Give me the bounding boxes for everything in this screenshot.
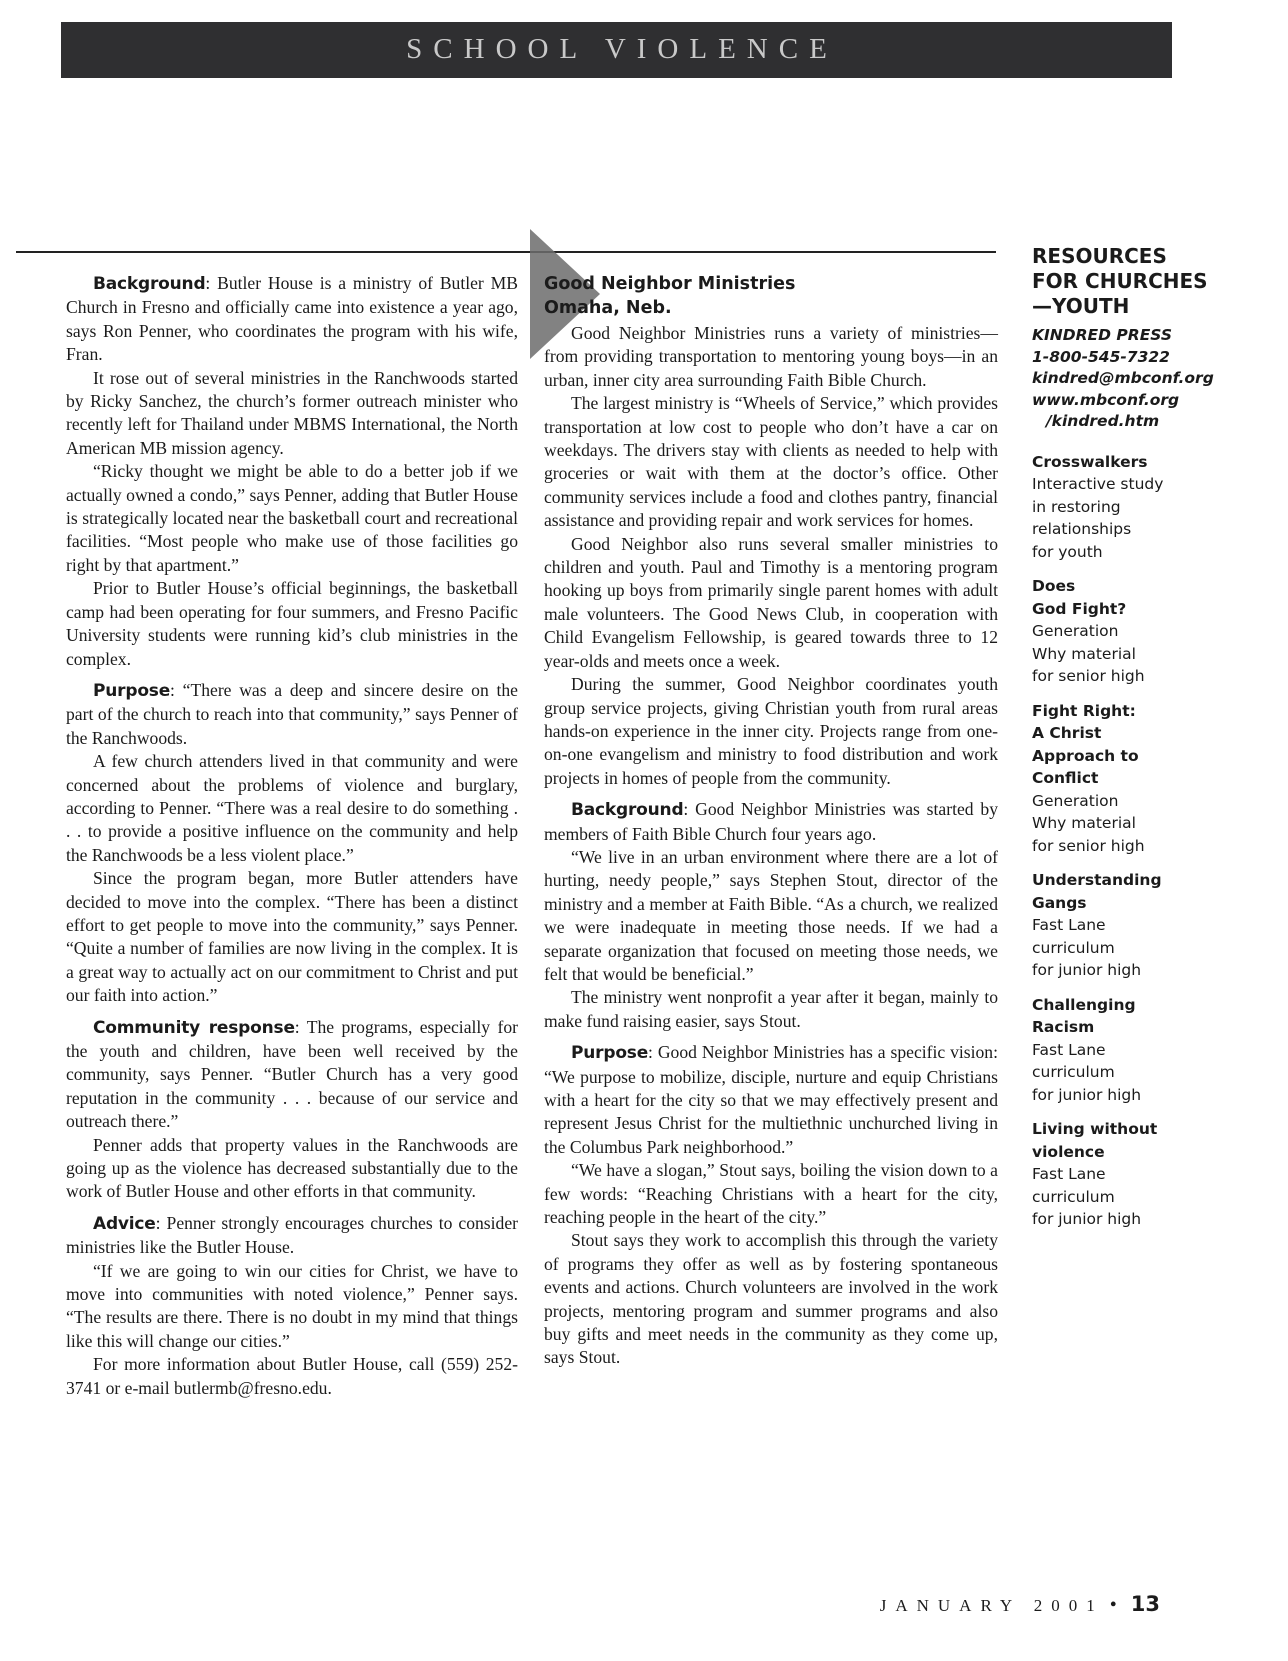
- paragraph: Purpose: Good Neighbor Ministries has a specific vision: “We purpose to mobilize, disciple, nurture and equip Christians with a heart for the city so that we may effectively present and represent Jesus Christ for the multiethnic unchurched living in the Columbus Park neighborhood.”: [544, 1042, 998, 1157]
- paragraph: Community response: The programs, especially for the youth and children, have been well received by the community, says Penner. “Butler Church has a very good reputation in the community . . . because of our service and outreach there.”: [66, 1016, 518, 1132]
- org-heading: [544, 272, 998, 320]
- page-footer: [880, 1592, 1160, 1617]
- resource-item: Living without violence Fast Lane curriculum for junior high: [1032, 1120, 1158, 1228]
- subhead-advice: Advice: [93, 1213, 156, 1234]
- paragraph: Penner adds that property values in the Ranchwoods are going up as the violence has decreased substantially due to the work of Butler House and other efforts in that community.: [66, 1134, 518, 1202]
- bullet-icon: •: [1109, 1594, 1117, 1616]
- publisher-website-path[interactable]: /kindred.htm: [1046, 412, 1160, 430]
- subhead-background: Background: [93, 274, 206, 294]
- paragraph: Good Neighbor Ministries runs a variety of ministries—from providing transportation to mentoring young boys—in an urban, inner city area surrounding Faith Bible Church.: [544, 323, 998, 390]
- paragraph: Good Neighbor also runs several smaller ministries to children and youth. Paul and Timothy is a mentoring program hooking up boys from primarily single parent homes with adult male volunteers. The Good News Club, in cooperation with Child Evangelism Fellowship, is geared towards three to 12 year-olds and meets once a week.: [544, 533, 998, 671]
- contact-paragraph: For more information about Butler House, call (559) 252-3741 or e-mail butlermb@fresno.edu.: [66, 1354, 518, 1398]
- publisher-contact: [1032, 325, 1282, 433]
- divider-rule: [16, 251, 996, 253]
- publisher-email[interactable]: kindred@mbconf.org: [1032, 369, 1214, 387]
- paragraph: Advice: Penner strongly encourages churches to consider ministries like the Butler House.: [66, 1212, 518, 1258]
- org-location: Omaha, Neb.: [544, 298, 672, 318]
- section-title: SCHOOL VIOLENCE: [406, 33, 838, 65]
- resource-item: Challenging Racism Fast Lane curriculum for junior high: [1032, 995, 1142, 1104]
- paragraph: It rose out of several ministries in the Ranchwoods started by Ricky Sanchez, the church’s former outreach minister who recently left for Thailand under MBMS International, the North American MB mission agency.: [66, 367, 518, 458]
- paragraph: During the summer, Good Neighbor coordinates youth group service projects, giving Christian youth from rural areas hands-on experience in the inner city. Projects range from one-on-one evangelism and ministry to food distribution and work projects in homes of people from the community.: [544, 674, 998, 788]
- issue-date: JANUARY 2001: [879, 1596, 1104, 1615]
- paragraph: The largest ministry is “Wheels of Service,” which provides transportation at low cost to people who don’t have a car on weekdays. The drivers stay with clients as needed to help with groceries or wait with them at the doctor’s office. Other community services include a food and clothes pantry, financial assistance and providing repair and work services for homes.: [544, 393, 998, 531]
- middle-article-column: [544, 272, 998, 1370]
- publisher-website[interactable]: www.mbconf.org: [1032, 390, 1180, 409]
- left-article-column: [66, 272, 518, 1400]
- resource-item: Understanding Gangs Fast Lane curriculum for junior high: [1032, 871, 1162, 979]
- resource-item: Fight Right: A Christ Approach to Conflict Generation Why material for senior high: [1032, 701, 1145, 855]
- paragraph: “Ricky thought we might be able to do a better job if we actually owned a condo,” says Penner, adding that Butler House is strategically located near the basketball court and recreational facilities. “Most people who make use of those facilities go right by that apartment.”: [66, 461, 518, 575]
- paragraph: Since the program began, more Butler attenders have decided to move into the complex. “There has been a distinct effort to get people to move into the community,” says Penner. “Quite a number of families are now living in the complex. It is a great way to actually act on our commitment to Christ and put our faith into action.”: [66, 868, 518, 1006]
- resource-item: Crosswalkers Interactive study in restoring relationships for youth: [1032, 452, 1164, 561]
- paragraph: “We have a slogan,” Stout says, boiling the vision down to a few words: “Reaching Christians with a heart for the city, reaching people in the heart of the city.”: [544, 1160, 998, 1228]
- paragraph: The ministry went nonprofit a year after it began, mainly to make fund raising easier, says Stout.: [544, 987, 998, 1031]
- section-banner: [61, 22, 1172, 78]
- paragraph: Stout says they work to accomplish this through the variety of programs they offer as well as by fostering spontaneous events and actions. Church volunteers are involved in the work projects, mentoring program and summer programs and also buy gifts and meet needs in the community as they come up, says Stout.: [544, 1230, 998, 1368]
- paragraph: Background: Butler House is a ministry of Butler MB Church in Fresno and officially came into existence a year ago, says Ron Penner, who coordinates the program with his wife, Fran.: [66, 273, 518, 365]
- paragraph: A few church attenders lived in that community and were concerned about the problems of violence and burglary, according to Penner. “There was a real desire to do something . . . to provide a positive influence on the community and help the Ranchwoods be a less violent place.”: [66, 751, 518, 865]
- publisher-phone: 1-800-545-7322: [1032, 347, 1170, 366]
- paragraph: Background: Good Neighbor Ministries was started by members of Faith Bible Church four years ago.: [544, 799, 998, 844]
- paragraph: “If we are going to win our cities for Christ, we have to move into communities with noted violence,” Penner says. “The results are there. There is no doubt in my mind that things like this will change our cities.”: [66, 1260, 518, 1351]
- subhead-purpose: Purpose: [571, 1043, 649, 1064]
- page-number: 13: [1130, 1592, 1160, 1616]
- publisher-name: KINDRED PRESS: [1032, 326, 1173, 344]
- resources-title: RESOURCES FOR CHURCHES —YOUTH: [1032, 244, 1208, 318]
- subhead-community-response: Community response: [93, 1017, 295, 1038]
- resource-item: Does God Fight? Generation Why material for senior high: [1032, 577, 1145, 685]
- org-name: Good Neighbor Ministries: [544, 274, 796, 294]
- subhead-background: Background: [571, 800, 684, 821]
- subhead-purpose: Purpose: [93, 680, 171, 701]
- paragraph: Prior to Butler House’s official beginnings, the basketball camp had been operating for four summers, and Fresno Pacific University students were running kid’s club ministries in the complex.: [66, 578, 518, 669]
- resources-sidebar: [1032, 244, 1282, 1231]
- paragraph: Purpose: “There was a deep and sincere desire on the part of the church to reach into that community,” says Penner of the Ranchwoods.: [66, 679, 518, 748]
- paragraph: “We live in an urban environment where there are a lot of hurting, needy people,” says Stephen Stout, director of the ministry and a member at Faith Bible. “As a church, we realized we were inadequate in meeting those needs. If we had a separate organization that focused on meeting those needs, we felt that would be beneficial.”: [544, 846, 998, 984]
